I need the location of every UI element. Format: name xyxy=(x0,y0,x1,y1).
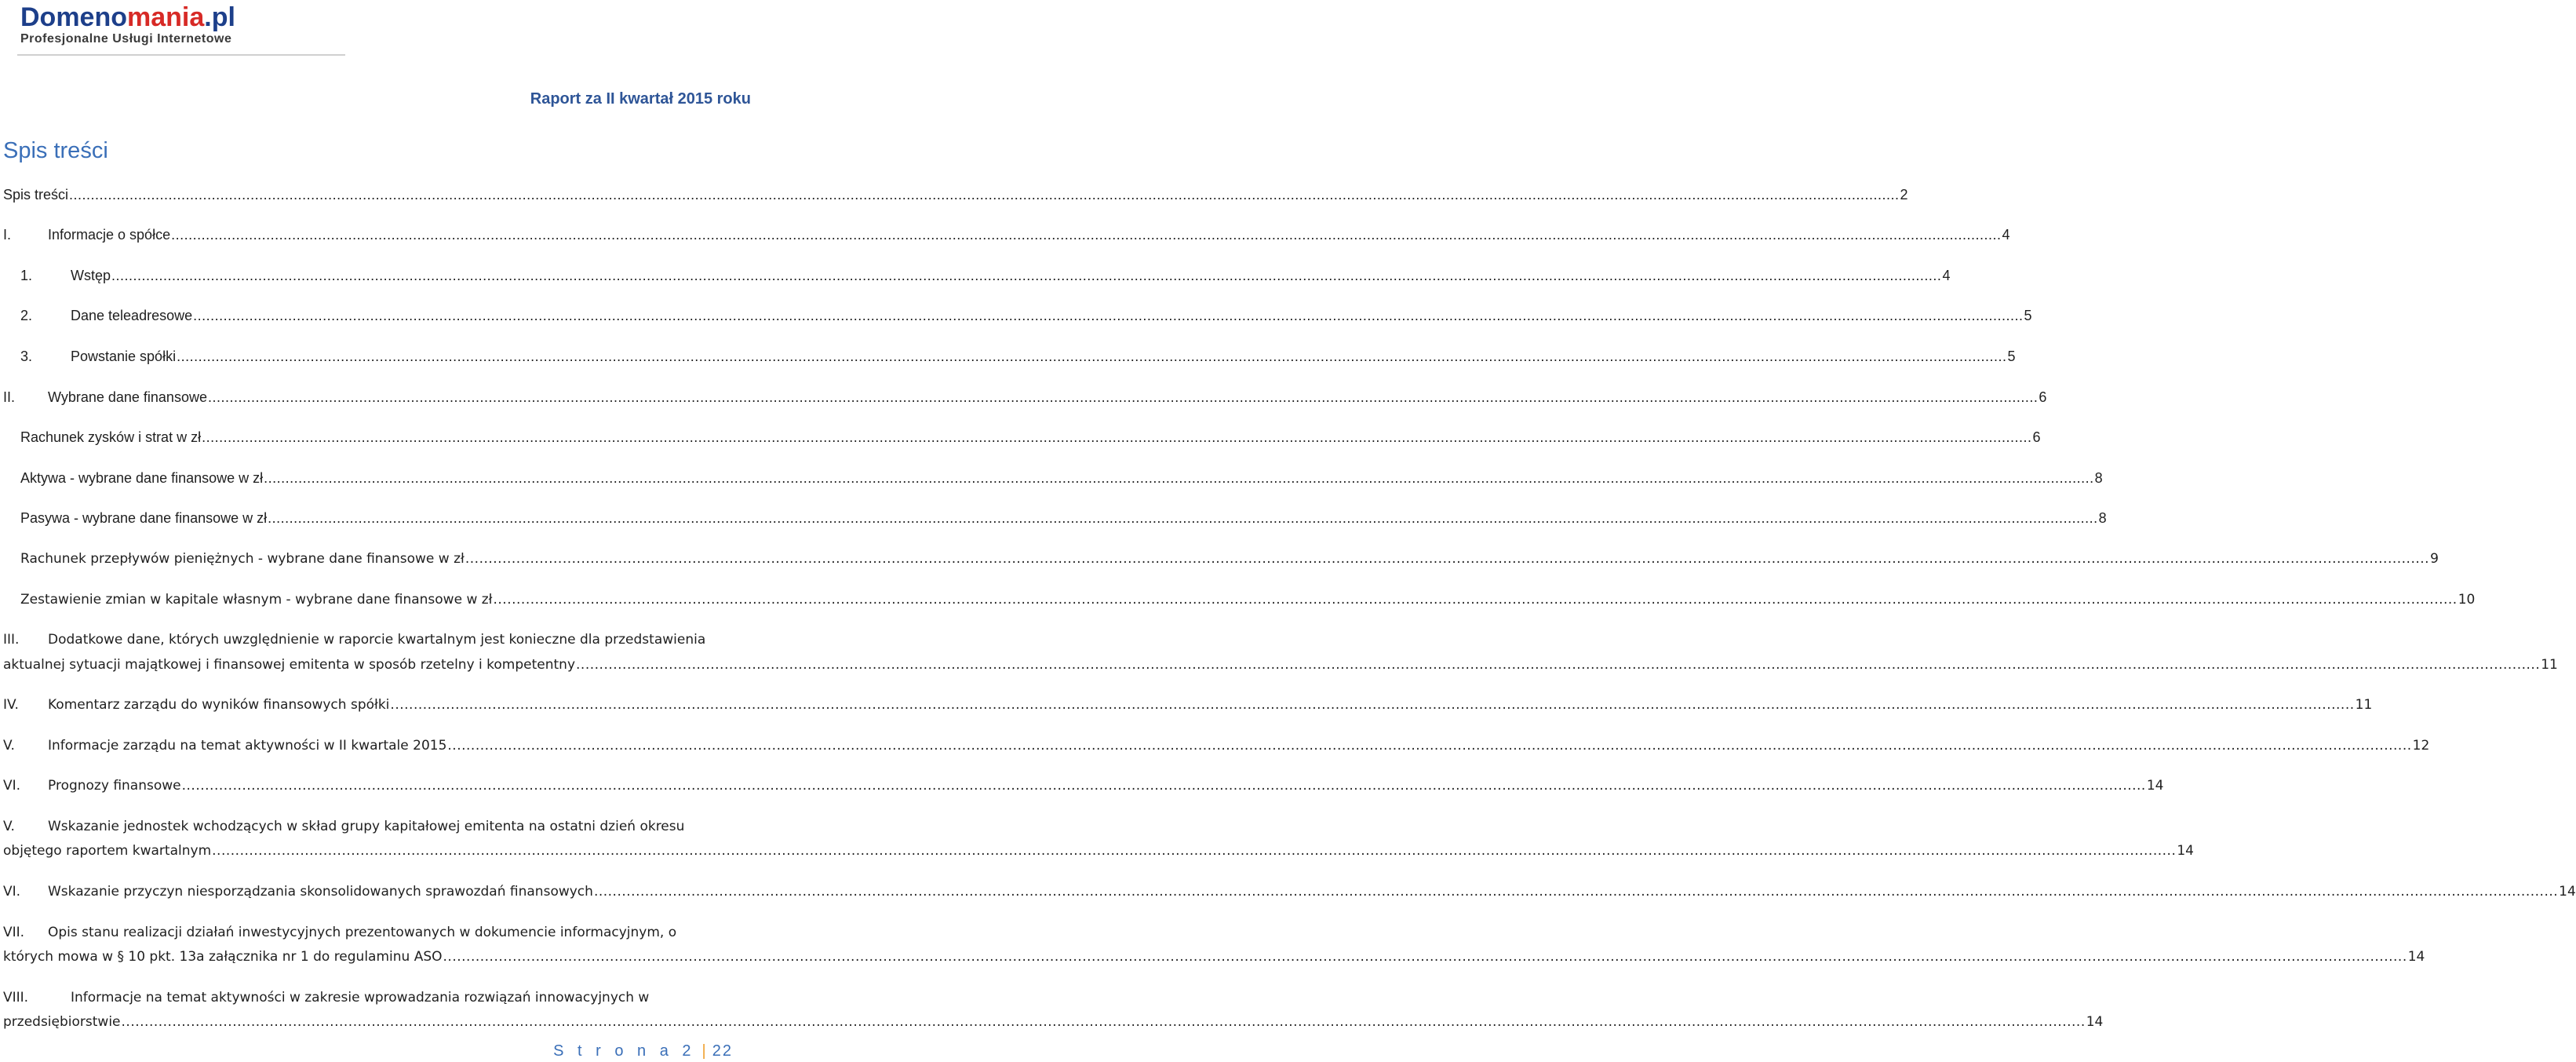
toc-entry[interactable] xyxy=(3,425,2041,450)
toc-dot-leader xyxy=(264,466,2093,491)
page-total: 22 xyxy=(712,1042,733,1060)
toc-entry-title[interactable]: Powstanie spółki xyxy=(71,349,177,364)
toc-entry-page[interactable]: 14 xyxy=(2407,949,2425,965)
toc-entry-title[interactable]: Rachunek przepływów pieniężnych - wybrane dane finansowe w zł xyxy=(20,551,465,567)
toc-entry-number: VI. xyxy=(3,884,21,900)
toc-entry[interactable] xyxy=(3,264,1951,288)
toc-entry[interactable] xyxy=(3,986,2104,1035)
toc-entry-title[interactable]: Informacje o spółce xyxy=(48,227,171,243)
toc-dot-leader xyxy=(193,304,2023,328)
toc-entry-page[interactable]: 5 xyxy=(2024,308,2032,323)
toc-entry[interactable] xyxy=(3,921,2425,969)
toc-entry[interactable] xyxy=(3,466,2103,491)
toc-entry-title[interactable]: Wskazanie jednostek wchodzących w skład grupy kapitałowej emitenta na ostatni dzień okresu xyxy=(48,819,685,834)
toc-entry-page[interactable]: 10 xyxy=(2458,592,2476,608)
toc-entry-title[interactable]: Pasywa - wybrane dane finansowe w zł xyxy=(20,510,268,526)
toc-heading: Spis treści xyxy=(3,138,108,163)
toc-entry-title[interactable]: Wskazanie przyczyn niesporządzania skonsolidowanych sprawozdań finansowych xyxy=(48,884,593,900)
toc-entry-title[interactable]: Prognozy finansowe xyxy=(48,778,181,794)
toc-entry-title[interactable]: Dane teleadresowe xyxy=(71,308,193,323)
toc-entry[interactable] xyxy=(3,547,2439,571)
toc-dot-leader xyxy=(111,264,1941,288)
toc-entry-title-continued[interactable]: aktualnej sytuacji majątkowej i finansowej emitenta w sposób rzetelny i kompetentny xyxy=(3,657,576,673)
toc-entry-number: 2. xyxy=(20,308,33,323)
toc-entry-number: V. xyxy=(3,819,15,834)
toc-dot-leader xyxy=(122,1010,2086,1035)
toc-entry-number: VI. xyxy=(3,778,21,794)
toc-entry-title[interactable]: Zestawienie zmian w kapitale własnym - wybrane dane finansowe w zł xyxy=(20,592,493,608)
toc-dot-leader xyxy=(208,385,2038,410)
toc-entry-number: V. xyxy=(3,738,15,754)
toc-entry[interactable] xyxy=(3,506,2107,531)
toc-entry-title[interactable]: Aktywa - wybrane dane finansowe w zł xyxy=(20,470,264,486)
toc-entry-page[interactable]: 9 xyxy=(2430,551,2439,567)
toc-entry-number: IV. xyxy=(3,697,19,713)
toc-entry-title[interactable]: Komentarz zarządu do wyników finansowych spółki xyxy=(48,697,390,713)
toc-dot-leader xyxy=(212,839,2176,863)
toc-dot-leader xyxy=(177,345,2006,369)
toc-entry-title[interactable]: Informacje na temat aktywności w zakresie wprowadzania rozwiązań innowacyjnych w xyxy=(71,990,650,1005)
toc-entry[interactable] xyxy=(3,385,2047,410)
toc-dot-leader xyxy=(182,774,2146,798)
toc-dot-leader xyxy=(447,734,2411,758)
toc-entry[interactable] xyxy=(3,588,2476,612)
toc-entry-page[interactable]: 12 xyxy=(2412,738,2430,754)
toc-entry-page[interactable]: 6 xyxy=(2032,429,2041,445)
toc-entry-number: 1. xyxy=(20,268,33,283)
toc-dot-leader xyxy=(390,693,2354,717)
toc-entry-number: III. xyxy=(3,632,20,648)
toc-entry-title-continued[interactable]: objętego raportem kwartalnym xyxy=(3,843,212,859)
toc-entry[interactable] xyxy=(3,880,2576,904)
toc-dot-leader xyxy=(465,547,2429,571)
toc-entry-title[interactable]: Rachunek zysków i strat w zł xyxy=(20,429,202,445)
toc-dot-leader xyxy=(443,945,2407,969)
toc-entry-number: 3. xyxy=(20,349,33,364)
toc-entry-page[interactable]: 4 xyxy=(1942,268,1951,283)
report-title: Raport za II kwartał 2015 roku xyxy=(530,90,751,108)
toc-entry-page[interactable]: 8 xyxy=(2094,470,2103,486)
toc-entry[interactable] xyxy=(3,223,2010,247)
toc-entry-number: VII. xyxy=(3,925,25,940)
toc-entry-page[interactable]: 14 xyxy=(2559,884,2576,900)
toc-entry-number: I. xyxy=(3,227,12,243)
toc-dot-leader xyxy=(494,588,2458,612)
page-footer xyxy=(553,1042,733,1060)
toc-entry-page[interactable]: 14 xyxy=(2086,1014,2104,1030)
page-current: 2 xyxy=(682,1042,696,1060)
page-label: S t r o n a xyxy=(553,1042,673,1060)
toc-entry[interactable] xyxy=(3,345,2016,369)
toc-dot-leader xyxy=(202,425,2031,450)
toc-entry[interactable] xyxy=(3,815,2194,863)
toc-entry-page[interactable]: 11 xyxy=(2355,697,2373,713)
header-divider xyxy=(17,54,345,56)
toc-entry-page[interactable]: 8 xyxy=(2098,510,2107,526)
toc-dot-leader xyxy=(171,223,2001,247)
toc-dot-leader xyxy=(576,653,2540,677)
toc-entry-page[interactable]: 4 xyxy=(2002,227,2010,243)
logo-tagline: Profesjonalne Usługi Internetowe xyxy=(20,32,232,46)
toc-entry-title-continued[interactable]: których mowa w § 10 pkt. 13a załącznika nr 1 do regulaminu ASO xyxy=(3,949,443,965)
toc-entry-title[interactable]: Dodatkowe dane, których uwzględnienie w raporcie kwartalnym jest konieczne dla przedstawienia xyxy=(48,632,706,648)
company-logo xyxy=(20,3,350,46)
logo-wordmark: Domenomania.pl xyxy=(20,2,235,32)
toc-entry[interactable] xyxy=(3,774,2164,798)
toc-entry-page[interactable]: 14 xyxy=(2177,843,2194,859)
toc-entry-page[interactable]: 11 xyxy=(2541,657,2558,673)
toc-entry[interactable] xyxy=(3,304,2032,328)
toc-dot-leader xyxy=(69,183,1899,207)
page-separator: | xyxy=(701,1042,706,1060)
toc-entry-page[interactable]: 5 xyxy=(2007,349,2016,364)
toc-entry[interactable] xyxy=(3,183,1908,207)
toc-entry-number: VIII. xyxy=(3,990,29,1005)
toc-entry-title[interactable]: Spis treści xyxy=(3,187,69,203)
toc-entry[interactable] xyxy=(3,734,2430,758)
toc-dot-leader xyxy=(594,880,2558,904)
toc-entry-title[interactable]: Wstęp xyxy=(71,268,111,283)
toc-entry-title[interactable]: Informacje zarządu na temat aktywności w II kwartale 2015 xyxy=(48,738,447,754)
toc-entry-number: II. xyxy=(3,389,16,405)
toc-entry-page[interactable]: 14 xyxy=(2146,778,2164,794)
toc-entry-title-continued[interactable]: przedsiębiorstwie xyxy=(3,1014,121,1030)
toc-entry-title[interactable]: Opis stanu realizacji działań inwestycyjnych prezentowanych w dokumencie informacyjnym, o xyxy=(48,925,677,940)
toc-entry-title[interactable]: Wybrane dane finansowe xyxy=(48,389,207,405)
toc-entry-page[interactable]: 6 xyxy=(2039,389,2047,405)
toc-entry-page[interactable]: 2 xyxy=(1900,187,1908,203)
toc-entry[interactable] xyxy=(3,693,2373,717)
toc-dot-leader xyxy=(268,506,2097,531)
toc-entry[interactable] xyxy=(3,628,2558,677)
